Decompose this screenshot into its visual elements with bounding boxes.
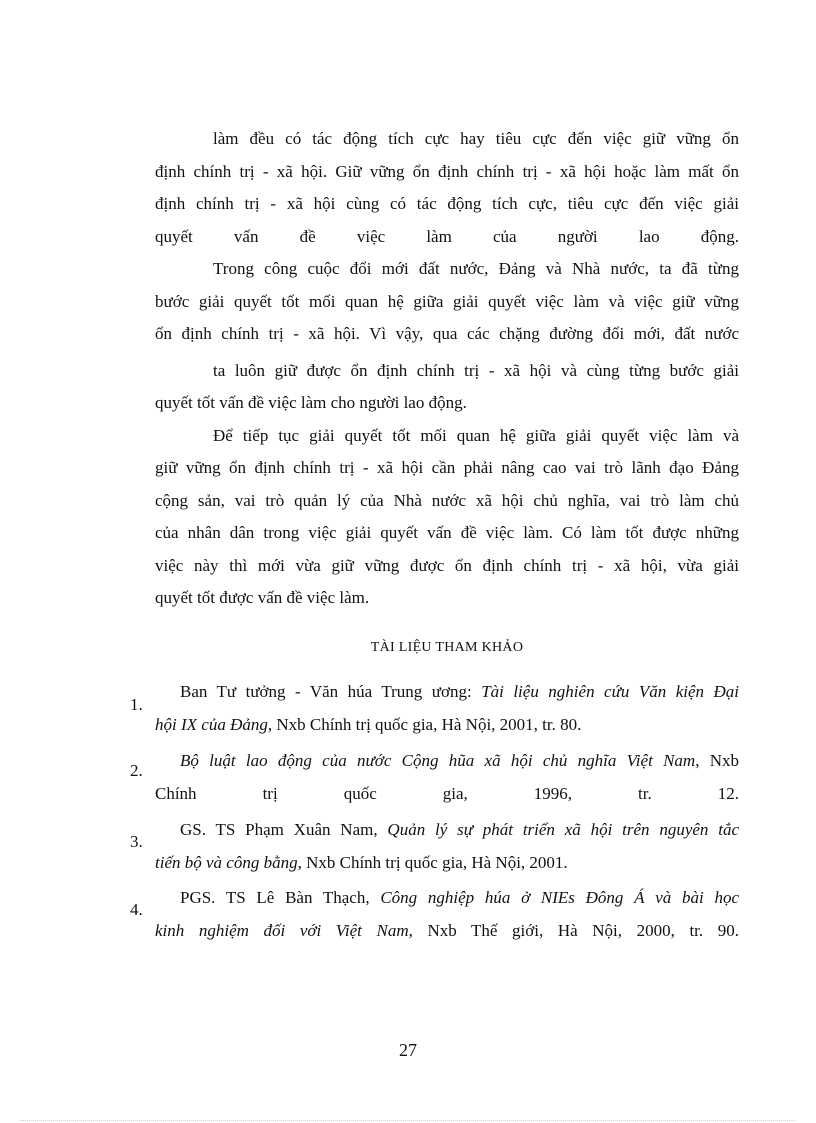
paragraph-2-line-4: ta luôn giữ được ổn định chính trị - xã hội và cùng từng bước giải [213, 360, 739, 380]
reference-line-2: Chính trị quốc gia, 1996, tr. 12. [155, 783, 739, 803]
reference-line-2 [155, 709, 739, 742]
paragraph-2-line-3: ổn định chính trị - xã hội. Vì vậy, qua các chặng đường đổi mới, đất nước [155, 324, 739, 343]
reference-line-1 [155, 745, 739, 778]
paragraph-3-line-6: quyết tốt được vấn đề việc làm. [155, 588, 370, 607]
reference-body [155, 745, 739, 810]
reference-title-italic: tiến bộ và công bằng [155, 852, 298, 872]
paragraph-3-line-1: Để tiếp tục giải quyết tốt mối quan hệ giữa giải quyết việc làm và [213, 425, 739, 445]
reference-text: , Nxb Thế giới, Hà Nội, 2000, tr. 90. [408, 920, 740, 940]
reference-body [155, 882, 739, 947]
reference-text: PGS. TS Lê Bàn Thạch, [180, 888, 381, 907]
paragraph-2-line-5: quyết tốt vấn đề việc làm cho người lao động. [155, 393, 467, 412]
reference-body [155, 814, 739, 879]
reference-title-italic: kinh nghiệm đối với Việt Nam [155, 920, 409, 940]
reference-line-1 [155, 814, 739, 847]
reference-number: 2. [130, 761, 143, 780]
paragraph-3-line-3: cộng sản, vai trò quản lý của Nhà nước xã hội chủ nghĩa, vai trò làm chủ [155, 490, 739, 510]
reference-text: GS. TS Phạm Xuân Nam, [180, 820, 388, 839]
paragraph-1-line-3: định chính trị - xã hội cùng có tác động tích cực, tiêu cực đến việc giải [155, 194, 739, 213]
reference-line-1 [155, 676, 739, 709]
reference-title-italic: Công nghiệp húa ở NIEs Đông Á và bài học [380, 888, 740, 907]
reference-number: 3. [130, 832, 143, 851]
reference-number: 4. [130, 900, 143, 919]
reference-title-italic: Quản lý sự phát triển xã hội trên nguyên tắc [387, 820, 740, 839]
reference-title-italic: Bộ luật lao động của nước Cộng hũa xã hội chủ nghĩa Việt Nam [180, 751, 696, 770]
reference-title-italic: hội IX của Đảng [155, 714, 268, 734]
reference-text: Ban Tư tưởng - Văn húa Trung ương: [180, 682, 482, 701]
paragraph-3-line-2: giữ vững ổn định chính trị - xã hội cần phải nâng cao vai trò lãnh đạo Đảng [155, 458, 739, 477]
reference-line-2 [155, 915, 739, 948]
paragraph-1-line-4: quyết vấn đề việc làm của người lao động. [155, 226, 739, 246]
paragraph-2-line-2: bước giải quyết tốt mối quan hệ giữa giải quyết việc làm và việc giữ vững [155, 291, 739, 311]
reference-body [155, 676, 739, 741]
body-text [155, 123, 739, 615]
reference-text: , Nxb [695, 751, 739, 770]
reference-text: , Nxb Chính trị quốc gia, Hà Nội, 2001. [297, 852, 568, 872]
footer-divider [20, 1120, 796, 1121]
paragraph-3-line-5: việc này thì mới vừa giữ vững được ổn định chính trị - xã hội, vừa giải [155, 555, 739, 575]
paragraph-3-line-4: của nhân dân trong việc giải quyết vấn đề việc làm. Có làm tốt được những [155, 523, 739, 542]
references-title: TÀI LIỆU THAM KHẢO [370, 640, 524, 655]
reference-number: 1. [130, 695, 143, 714]
reference-line-2 [155, 847, 739, 880]
paragraph-1-line-1: làm đều có tác động tích cực hay tiêu cực đến việc giữ vững ổn [213, 129, 739, 148]
paragraph-1-line-2: định chính trị - xã hội. Giữ vững ổn định chính trị - xã hội hoặc làm mất ổn [155, 161, 739, 181]
paragraph-2-line-1: Trong công cuộc đổi mới đất nước, Đảng và Nhà nước, ta đã từng [213, 259, 739, 278]
reference-text: , Nxb Chính trị quốc gia, Hà Nội, 2001, tr. 80. [267, 714, 582, 734]
reference-line-1 [155, 882, 739, 915]
reference-title-italic: Tài liệu nghiên cứu Văn kiện Đại [481, 682, 739, 701]
page-number: 27 [399, 1040, 417, 1060]
